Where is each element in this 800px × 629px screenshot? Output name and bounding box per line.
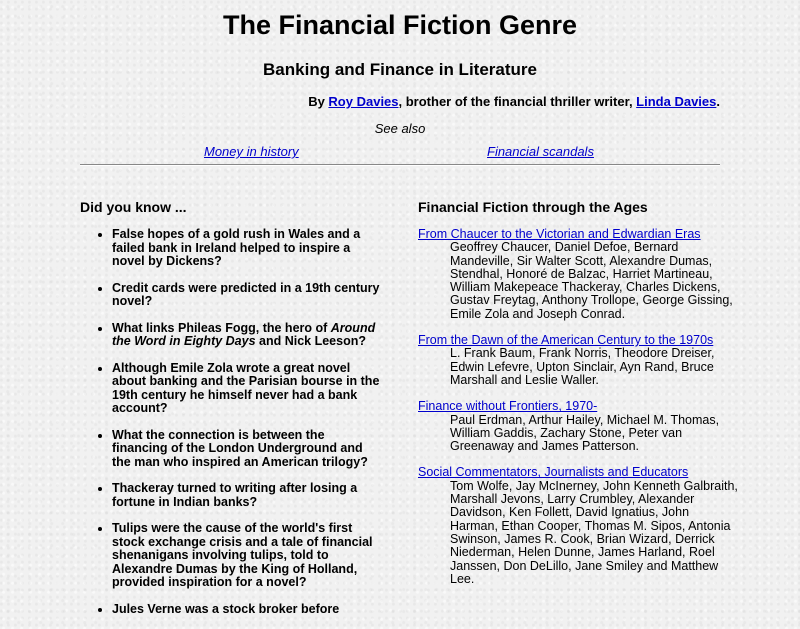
page-subtitle: Banking and Finance in Literature (263, 60, 537, 79)
page-title: The Financial Fiction Genre (222, 10, 578, 40)
byline (308, 94, 720, 109)
era-authors: Geoffrey Chaucer, Daniel Defoe, Bernard Mandeville, Sir Walter Scott, Alexandre Dumas, Stendhal, Honoré de Balzac, Harriet Martineau, William Makepeace Thackeray, Charles Dickens, Gustav Freytag, Anthony Trollope, George Gissing, Emile Zola and Joseph Conrad. (450, 240, 733, 321)
horizontal-divider (80, 164, 720, 166)
financial-scandals-link[interactable]: Financial scandals (487, 144, 594, 159)
eras-list (418, 228, 738, 599)
era-item (418, 334, 738, 387)
fact-item: • False hopes of a gold rush in Wales and a failed bank in Ireland helped to inspire a novel by Dickens? (112, 228, 380, 269)
money-in-history-link[interactable]: Money in history (204, 144, 299, 159)
era-link-american-century[interactable]: From the Dawn of the American Century to the 1970s (418, 333, 714, 348)
era-authors: Paul Erdman, Arthur Hailey, Michael M. Thomas, William Gaddis, Zachary Stone, Peter van Greenaway and James Patterson. (450, 412, 720, 454)
did-you-know-list (80, 228, 380, 629)
byline-prefix: By (308, 94, 329, 109)
did-you-know-heading: Did you know ... (80, 199, 187, 215)
author-link[interactable]: Roy Davies (328, 94, 399, 109)
era-link-social-commentators[interactable]: Social Commentators, Journalists and Educators (418, 465, 689, 480)
fact-item: • What the connection is between the financing of the London Underground and the man who inspired an American trilogy? (112, 429, 380, 470)
fact-item: • Tulips were the cause of the world's first stock exchange crisis and a tale of financial shenanigans involving tulips, told to Alexandre Dumas by the King of Holland, provided inspiration for a novel? (112, 522, 380, 590)
era-authors: Tom Wolfe, Jay McInerney, John Kenneth Galbraith, Marshall Jevons, Larry Crumbley, Alexander Davidson, Ken Follett, David Ignatius, John Harman, Ethan Cooper, Thomas M. Sipos, Antonia Swinson, James R. Cook, Brian Wizard, Derrick Niederman, Helen Dunne, James Harland, Roel Janssen, Don DeLillo, Jane Smiley and Matthew Lee. (450, 478, 738, 586)
sibling-author-link[interactable]: Linda Davies (636, 94, 717, 109)
fact-item: • Jules Verne was a stock broker before (112, 603, 380, 617)
fact-text: What links Phileas Fogg, the hero of (112, 320, 331, 335)
fact-text: and Nick Leeson? (255, 334, 366, 348)
era-authors: L. Frank Baum, Frank Norris, Theodore Dreiser, Edwin Lefevre, Upton Sinclair, Ayn Rand, Bruce Marshall and Leslie Waller. (450, 346, 715, 387)
fact-item: • Although Emile Zola wrote a great novel about banking and the Parisian bourse in the 19th century he himself never had a bank account? (112, 362, 380, 416)
era-item (418, 466, 738, 586)
era-link-finance-without-frontiers[interactable]: Finance without Frontiers, 1970- (418, 399, 598, 414)
fact-item: • Credit cards were predicted in a 19th century novel? (112, 282, 380, 309)
byline-middle: , brother of the financial thriller writer, (398, 94, 637, 109)
fact-item: • Thackeray turned to writing after losing a fortune in Indian banks? (112, 482, 380, 509)
see-also-label: See also (374, 121, 426, 136)
byline-suffix: . (716, 94, 720, 109)
book-title: Around the Word in Eighty Days (112, 320, 376, 348)
fact-item (112, 322, 380, 349)
era-item (418, 228, 738, 321)
era-link-chaucer-victorian[interactable]: From Chaucer to the Victorian and Edwardian Eras (418, 227, 701, 241)
era-item (418, 400, 738, 453)
through-the-ages-heading: Financial Fiction through the Ages (418, 199, 648, 215)
